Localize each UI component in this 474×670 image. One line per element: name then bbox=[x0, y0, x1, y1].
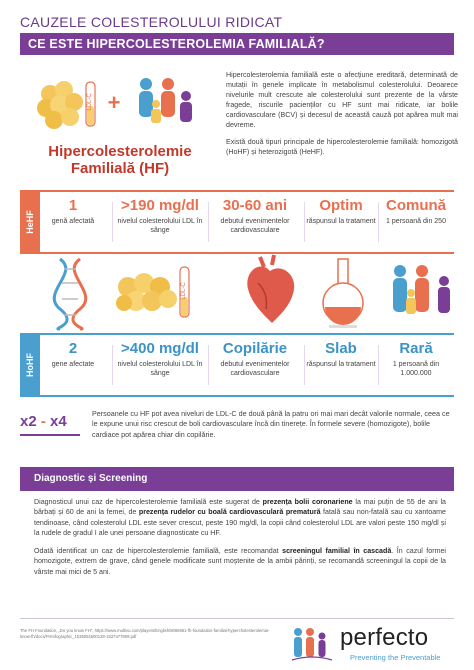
hohf-stat-onset: Copilărie debutul evenimentelor cardiovasculare bbox=[220, 340, 290, 377]
cholesterol-cluster-icon bbox=[116, 267, 189, 317]
hohf-stat-ldl: >400 mg/dl nivelul colesterolului LDL în sânge bbox=[117, 340, 203, 377]
separator bbox=[378, 202, 379, 242]
hero-description bbox=[226, 70, 458, 158]
footer-divider bbox=[20, 618, 454, 619]
icons-row bbox=[40, 253, 454, 331]
icons-row-svg bbox=[40, 253, 454, 331]
separator bbox=[208, 345, 209, 385]
heart-icon bbox=[247, 255, 294, 323]
multiplier-block bbox=[20, 409, 454, 457]
diagnostic-title: Diagnostic și Screening bbox=[20, 467, 454, 491]
plus-sign: + bbox=[107, 90, 121, 115]
ldl-vial-icon bbox=[86, 82, 95, 126]
separator bbox=[208, 202, 209, 242]
hf-title-line1: Hipercolesterolemie bbox=[48, 143, 192, 160]
hehf-stat-onset: 30-60 ani debutul evenimentelor cardiovasculare bbox=[220, 197, 290, 234]
hero-icons bbox=[20, 70, 220, 140]
hero-paragraph-1: Hipercolesterolemia familială este o afecțiune ereditară, determinată de mutații în genele implicate în metabolismul colesterolului. Deoarece nivelurile mult crescute ale colesterolului sunt prezente de la vârste fragede, riscurile pacienților cu HF sunt mai ridicate, iar bolile cardiovasculare (BCV) și decesul de această cauză pot apărea mult mai devreme. bbox=[226, 71, 458, 130]
hf-title bbox=[20, 143, 220, 178]
hehf-top-line bbox=[40, 190, 454, 192]
family-icon bbox=[139, 78, 192, 123]
hehf-stat-ldl: >190 mg/dl nivelul colesterolului LDL în sânge bbox=[117, 197, 203, 234]
hehf-stat-genes: 1 genă afectată bbox=[51, 197, 95, 225]
multiplier-label: x2 - x4 bbox=[20, 413, 67, 430]
hohf-top-line bbox=[40, 333, 454, 335]
multiplier-text: Persoanele cu HF pot avea niveluri de LDL-C de două până la patru ori mai mari decât valorile normale, ceea ce le expune unui risc crescut de boli cardiovasculare încă din tinerețe. În formele severe (homozigote), bolile cardiace pot apărea chiar din copilărie. bbox=[92, 409, 450, 439]
hohf-stat-prevalence: Rară 1 persoană din 1.000.000 bbox=[392, 340, 440, 377]
hf-title-line2: Familială (HF) bbox=[70, 160, 170, 178]
multiplier-underline bbox=[20, 434, 80, 436]
separator bbox=[112, 345, 113, 385]
separator bbox=[112, 202, 113, 242]
header-title: CE ESTE HIPERCOLESTEROLEMIA FAMILIALĂ? bbox=[20, 33, 454, 55]
hohf-row bbox=[20, 333, 454, 397]
hero-ldl-label: LDL-C bbox=[87, 93, 93, 111]
hehf-stat-prevalence: Comună 1 persoană din 250 bbox=[386, 197, 446, 225]
hohf-stat-genes: 2 gene afectate bbox=[51, 340, 95, 368]
diagnostic-paragraph-1: Diagnosticul unui caz de hipercolesterolemie familială este sugerat de prezența bolii coronariene la mai puțin de 55 de ani la bărbați și 60 de ani la femei, de prezența rudelor cu boală cardiovasculară prematură fatală sau non-fatală sau cu xantoame tendinoase, când colesterolul LDL este sever crescut, peste 190 mg/dl, la copii când colesterolul LDL are valori peste 150 mg/dl și la rudele de gradul I ale unei persoane diagnosticate cu HF. bbox=[34, 498, 446, 537]
separator bbox=[304, 345, 305, 385]
hohf-side-label: HoHF bbox=[20, 333, 40, 397]
hehf-side-label: HeHF bbox=[20, 190, 40, 254]
separator bbox=[378, 345, 379, 385]
separator bbox=[304, 202, 305, 242]
brand-family-icon bbox=[290, 624, 336, 664]
flask-icon bbox=[323, 259, 363, 328]
hero-paragraph-2: Există două tipuri principale de hipercolesterolemie familială: homozigotă (HoHF) și heterozigotă (HeHF). bbox=[226, 138, 458, 157]
hehf-stat-treatment: Optim răspunsul la tratament bbox=[306, 197, 376, 225]
brand-logo bbox=[290, 622, 460, 664]
hohf-bottom-line bbox=[40, 395, 454, 397]
hero-illustration bbox=[20, 70, 220, 190]
header-kicker: CAUZELE COLESTEROLULUI RIDICAT bbox=[20, 14, 283, 30]
cholesterol-icon bbox=[37, 81, 83, 129]
hohf-stat-treatment: Slab răspunsul la tratament bbox=[306, 340, 376, 368]
brand-tagline: Preventing the Preventable bbox=[350, 653, 441, 662]
hehf-row bbox=[20, 190, 454, 254]
source-note: The FH Foundation, „Do you know FH", https://www.multivu.com/players/English/8065951-fh-foundation-familial-hypercholesterolemia-know-fh/docs/FHInfographic_1535054500128-1537477809.pdf bbox=[20, 628, 270, 639]
dna-icon bbox=[54, 259, 86, 329]
diagnostic-text bbox=[34, 497, 446, 577]
icons-ldl-label: LDL-C bbox=[181, 282, 187, 300]
family-group-icon bbox=[393, 265, 450, 314]
diagnostic-paragraph-2: Odată identificat un caz de hipercolesterolemie familială, este recomandat screeningul familial în cascadă. În cazul formei homozigote, extrem de grave, când genele modificate sunt moștenite de la ambii părinți, se recomandă screeningul la copii de la vârste mai mici de 5 ani. bbox=[34, 547, 446, 576]
brand-name: perfecto bbox=[340, 624, 429, 651]
